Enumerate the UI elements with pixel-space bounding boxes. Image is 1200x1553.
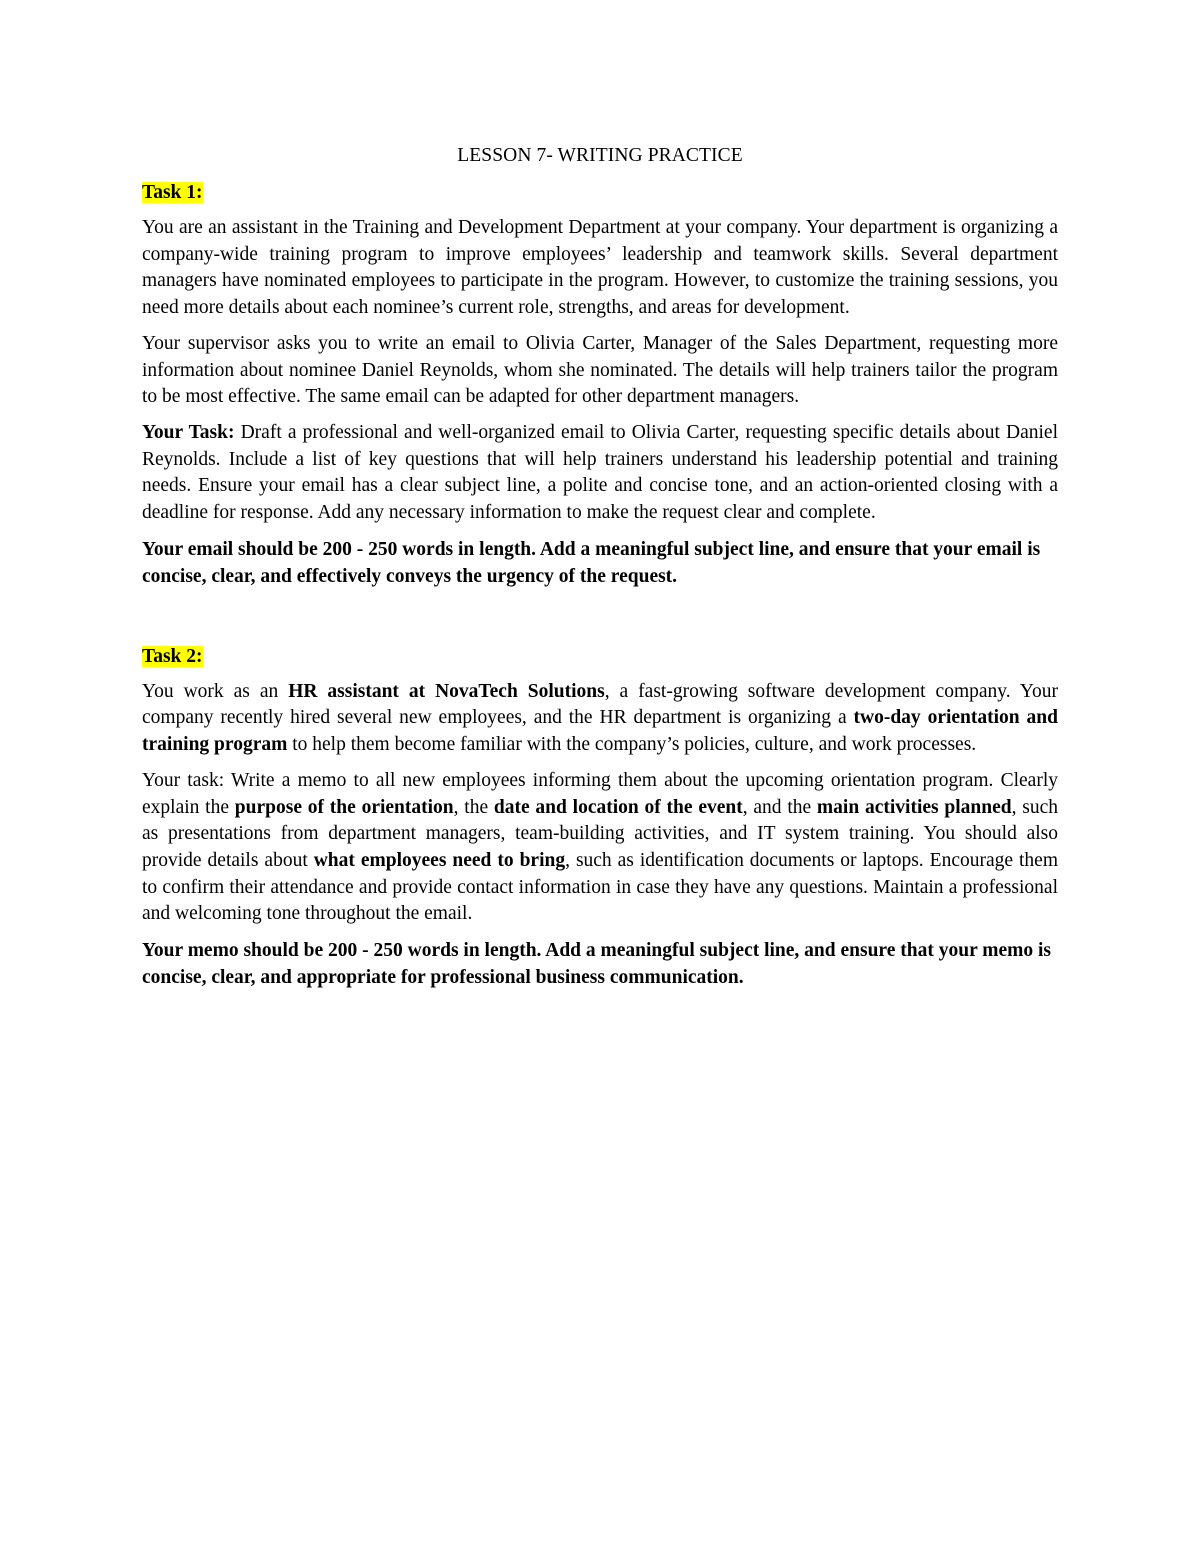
task2-paragraph-2 (142, 768, 1058, 928)
task2-p2-text-a: Your task: Write a memo to all new employees informing them about the upcoming orientation program. Clearly explain the (142, 769, 1058, 818)
task1-heading (142, 180, 1058, 206)
task2-heading (142, 644, 1058, 670)
task2-paragraph-1 (142, 679, 1058, 759)
task2-p1-text-e: to help them become familiar with the company’s policies, culture, and work processes. (287, 734, 977, 756)
document-page (142, 142, 1058, 1000)
task1-label: Task 1: (142, 182, 203, 203)
task2-p2-text-g: , such as presentations from department managers, team-building activities, and IT system training. You should also provide details about (142, 796, 1058, 871)
task2-p2-bold-bring: what employees need to bring (313, 849, 566, 871)
task2-p2-bold-activities: main activities planned (816, 796, 1012, 818)
task2-p2-bold-purpose: purpose of the orientation (234, 796, 454, 818)
task2-p1-bold-role: HR assistant at NovaTech Solutions (288, 680, 605, 702)
task1-paragraph-1: You are an assistant in the Training and Development Department at your company. Your department is organizing a company-wide training program to improve employees’ leadership and teamwork skills. Several department managers have nominated employees to participate in the program. However, to customize the training sessions, you need more details about each nominee’s current role, strengths, and areas for development. (142, 217, 1058, 319)
task2-p2-text-e: , and the (742, 796, 817, 818)
task2-p2-bold-date-location: date and location of the event (493, 796, 743, 818)
section-spacer (142, 599, 1058, 644)
task1-your-task-text: Draft a professional and well-organized email to Olivia Carter, requesting specific details about Daniel Reynolds. Include a list of key questions that will help trainers understand his leadership potential and training needs. Ensure your email has a clear subject line, a polite and concise tone, and an action-oriented closing with a deadline for response. Add any necessary information to make the request clear and complete. (142, 421, 1058, 524)
task1-requirement: Your email should be 200 - 250 words in length. Add a meaningful subject line, and ensure that your email is concise, clear, and effectively conveys the urgency of the request. (142, 538, 1041, 587)
task2-p1-text-c: , a fast-growing software development company. Your company recently hired several new employees, and the HR department is organizing a (142, 680, 1058, 729)
task1-paragraph-3 (142, 420, 1058, 527)
task2-p2-text-c: , the (453, 796, 494, 818)
task2-p2-text-i: , such as identification documents or laptops. Encourage them to confirm their attendance and provide contact information in case they have any questions. Maintain a professional and welcoming tone throughout the email. (142, 849, 1058, 925)
task1-your-task-lead: Your Task: (142, 421, 235, 443)
document-title: LESSON 7- WRITING PRACTICE (457, 145, 743, 166)
task2-label: Task 2: (142, 645, 203, 667)
task2-p1-text-a: You work as an (142, 680, 289, 702)
task2-p1-bold-program: two-day orientation and training program (142, 707, 1058, 756)
task2-requirement: Your memo should be 200 - 250 words in length. Add a meaningful subject line, and ensure that your memo is concise, clear, and appropriate for professional business communication. (142, 940, 1052, 989)
task1-paragraph-2: Your supervisor asks you to write an email to Olivia Carter, Manager of the Sales Department, requesting more information about nominee Daniel Reynolds, whom she nominated. The details will help trainers tailor the program to be most effective. The same email can be adapted for other department managers. (142, 332, 1058, 408)
